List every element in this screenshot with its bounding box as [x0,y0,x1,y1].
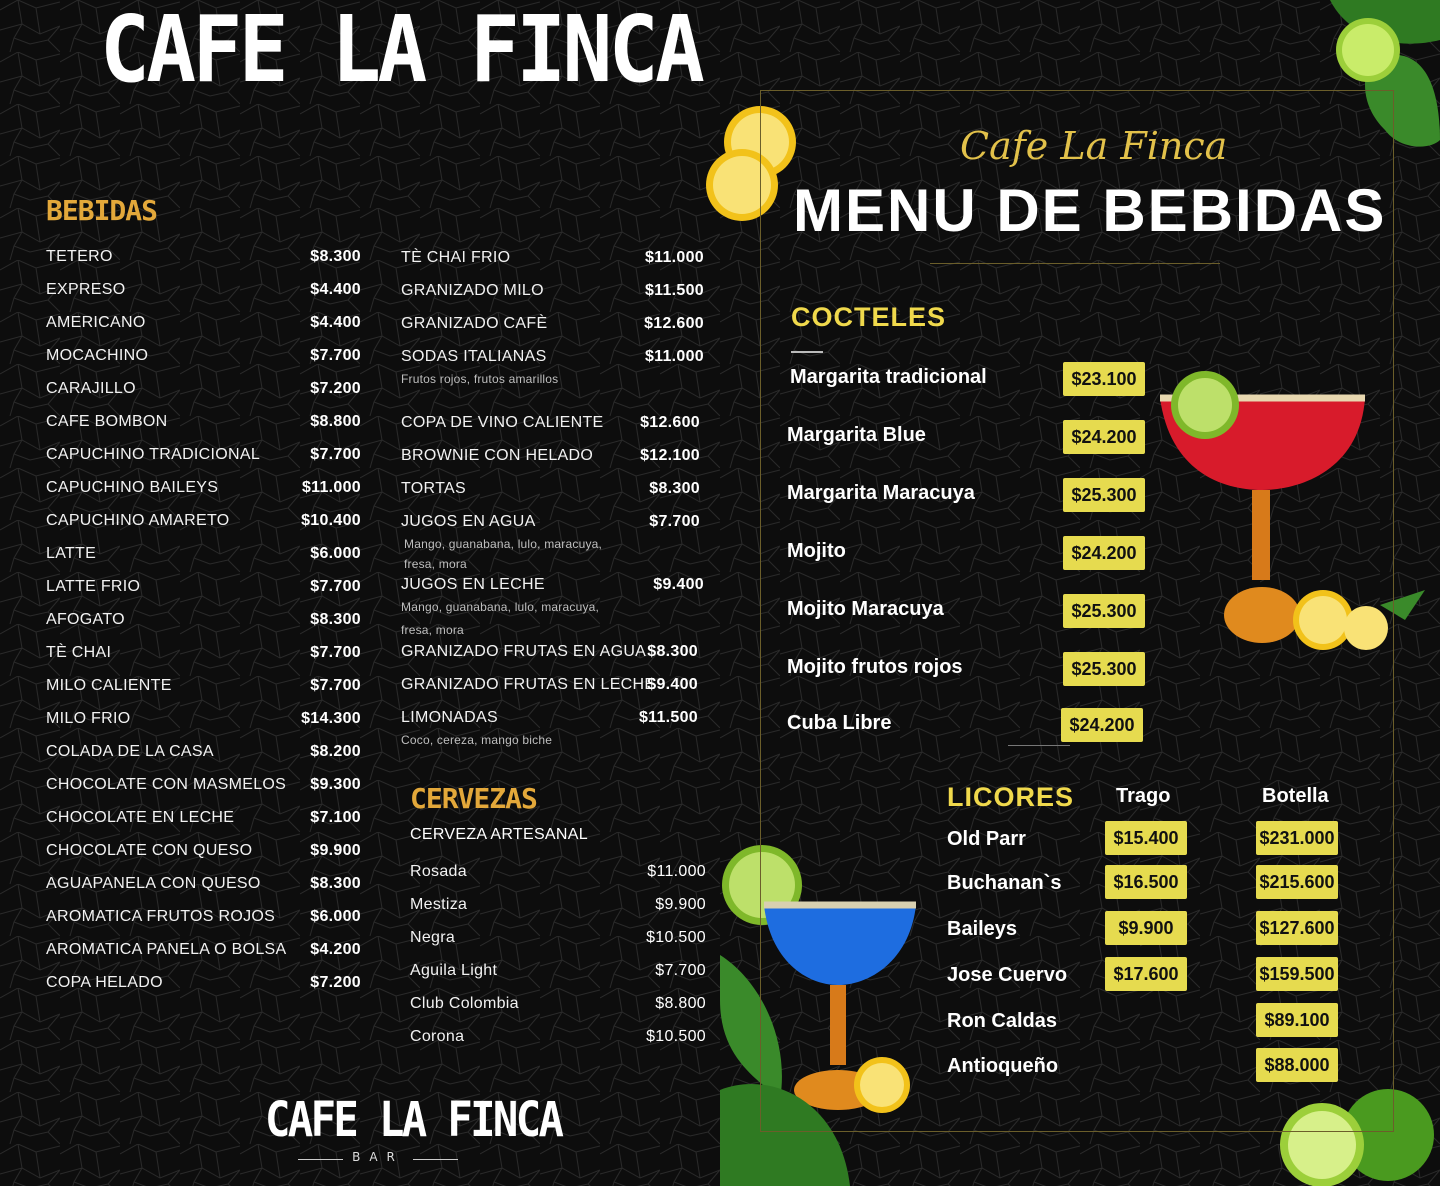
menu-item-name: COPA HELADO [46,974,163,991]
menu-item-row [401,477,700,501]
menu-item-price: $8.800 [310,413,361,430]
liquor-trago-badge: $9.900 [1105,911,1187,945]
menu-item-price: $4.200 [310,941,361,958]
menu-item-name: SODAS ITALIANAS [401,348,547,365]
menu-item-name: GRANIZADO FRUTAS EN AGUA [401,643,647,660]
cocteles-heading: COCTELES [791,302,947,332]
menu-item-price: $11.000 [644,249,704,266]
menu-item-name: AROMATICA PANELA O BOLSA [46,941,287,958]
menu-item-price: $7.700 [310,578,361,595]
cocktail-name: Mojito frutos rojos [787,656,963,678]
menu-item-price: $7.700 [310,446,361,463]
menu-item-row [46,311,361,335]
menu-item-row [46,377,361,401]
cocteles-underline [791,351,823,353]
licores-heading: LICORES [947,782,1075,812]
menu-item-price: $6.000 [310,545,361,562]
menu-item-row [46,740,361,764]
menu-item-row [401,411,700,435]
menu-item-note: Mango, guanabana, lulo, maracuya, [401,600,600,614]
menu-item-price: $11.500 [638,709,698,726]
menu-item-name: TETERO [46,248,113,265]
menu-item-row [401,444,700,468]
liquor-trago-badge: $15.400 [1105,821,1187,855]
liquor-botella-badge: $215.600 [1256,865,1338,899]
col-botella-header: Botella [1262,785,1329,807]
cervezas-subheading: CERVEZA ARTESANAL [410,826,588,843]
menu-item-name: LATTE FRIO [46,578,141,595]
menu-item-name: CAPUCHINO BAILEYS [46,479,219,496]
cocktail-name: Margarita Maracuya [787,482,975,504]
liquor-botella-badge: $89.100 [1256,1003,1338,1037]
menu-item-price: $11.000 [301,479,361,496]
menu-item-name: BROWNIE CON HELADO [401,447,594,464]
beer-price: $8.800 [655,995,706,1012]
bebidas-heading: BEBIDAS [46,194,158,227]
menu-item-row [46,542,361,566]
liquor-name: Buchanan`s [947,872,1062,894]
menu-item-price: $7.700 [310,677,361,694]
menu-item-row [401,673,698,697]
beer-price: $11.000 [647,863,706,880]
cocktail-price-badge: $25.300 [1063,478,1145,512]
cocktail-name: Cuba Libre [787,712,892,734]
menu-item-name: TÈ CHAI FRIO [401,249,511,266]
menu-item-row [46,674,361,698]
beer-row [410,959,706,983]
cervezas-heading: CERVEZAS [410,782,537,815]
menu-item-price: $12.600 [640,414,700,431]
menu-item-row [46,575,361,599]
beer-name: Corona [410,1028,465,1045]
menu-item-row [46,938,361,962]
menu-item-row [46,905,361,929]
menu-item-name: CHOCOLATE EN LECHE [46,809,235,826]
menu-item-name: LATTE [46,545,97,562]
liquor-name: Old Parr [947,828,1026,850]
beer-row [410,926,706,950]
cocktail-price-badge: $24.200 [1061,708,1143,742]
menu-item-name: GRANIZADO FRUTAS EN LECHE [401,676,656,693]
beer-name: Mestiza [410,896,468,913]
liquor-name: Antioqueño [947,1055,1059,1077]
menu-item-row [401,312,704,336]
liquor-trago-badge: $16.500 [1105,865,1187,899]
menu-item-name: JUGOS EN LECHE [401,576,545,593]
lime-slice-top-icon [1336,18,1400,82]
menu-item-name: CARAJILLO [46,380,136,397]
menu-item-note: Mango, guanabana, lulo, maracuya, [404,537,603,551]
menu-item-name: LIMONADAS [401,709,498,726]
menu-item-price: $14.300 [301,710,361,727]
cocktail-price-badge: $23.100 [1063,362,1145,396]
title-underline [930,263,1220,264]
menu-item-row [46,410,361,434]
menu-title: MENU DE BEBIDAS [793,177,1387,244]
footer-bar-label: BAR [352,1150,404,1164]
liquor-name: Baileys [947,918,1018,940]
menu-item-price: $7.100 [310,809,361,826]
script-title: Cafe La Finca [960,124,1228,168]
menu-item-name: AMERICANO [46,314,146,331]
menu-item-price: $8.300 [647,643,698,660]
menu-item-name: COPA DE VINO CALIENTE [401,414,604,431]
liquor-botella-badge: $88.000 [1256,1048,1338,1082]
menu-item-name: CAFE BOMBON [46,413,168,430]
menu-item-note: Frutos rojos, frutos amarillos [401,372,559,386]
footer-logo: CAFE LA FINCA [265,1092,562,1148]
menu-item-name: AFOGATO [46,611,125,628]
beer-row [410,1025,706,1049]
menu-item-name: MILO CALIENTE [46,677,172,694]
liquor-name: Ron Caldas [947,1010,1058,1032]
menu-item-row [401,706,698,730]
cocktail-price-badge: $25.300 [1063,594,1145,628]
menu-item-price: $8.300 [310,248,361,265]
cocktail-name: Margarita Blue [787,424,926,446]
menu-item-price: $8.200 [310,743,361,760]
menu-item-row [46,476,361,500]
menu-item-row [46,443,361,467]
beer-name: Aguila Light [410,962,498,979]
menu-item-name: TÈ CHAI [46,644,112,661]
menu-item-price: $4.400 [310,281,361,298]
menu-item-row [46,608,361,632]
menu-item-price: $12.600 [644,315,704,332]
menu-item-price: $10.400 [301,512,361,529]
menu-item-price: $11.000 [644,348,704,365]
menu-item-row [46,245,361,269]
beer-price: $10.500 [646,1028,706,1045]
beer-row [410,860,706,884]
jugos-agua-note-line2: fresa, mora [404,557,467,571]
menu-item-row [46,806,361,830]
page-title: CAFE LA FINCA [100,0,702,103]
menu-item-name: CHOCOLATE CON QUESO [46,842,253,859]
menu-item-row [401,510,700,534]
cocteles-divider [1008,745,1070,746]
menu-item-row [401,640,698,664]
cocktail-price-badge: $25.300 [1063,652,1145,686]
menu-item-name: TORTAS [401,480,466,497]
menu-item-price: $8.300 [310,875,361,892]
menu-item-row [46,773,361,797]
menu-item-price: $7.700 [649,513,700,530]
beer-price: $7.700 [655,962,706,979]
menu-item-name: EXPRESO [46,281,126,298]
menu-item-name: COLADA DE LA CASA [46,743,214,760]
menu-item-name: JUGOS EN AGUA [401,513,536,530]
menu-item-row [46,509,361,533]
menu-item-row [46,278,361,302]
menu-item-name: CAPUCHINO AMARETO [46,512,230,529]
jugos-leche-note-line2: fresa, mora [401,623,464,637]
menu-item-row [401,246,704,270]
menu-item-price: $9.900 [310,842,361,859]
liquor-trago-badge: $17.600 [1105,957,1187,991]
beer-price: $9.900 [655,896,706,913]
menu-item-price: $11.500 [644,282,704,299]
liquor-name: Jose Cuervo [947,964,1068,986]
beer-price: $10.500 [646,929,706,946]
menu-item-row [401,573,704,597]
menu-item-note: Coco, cereza, mango biche [401,733,553,747]
cocktail-price-badge: $24.200 [1063,536,1145,570]
menu-item-price: $9.400 [653,576,704,593]
menu-item-row [46,344,361,368]
footer-divider-right [413,1159,458,1160]
menu-item-price: $9.300 [310,776,361,793]
beer-row [410,992,706,1016]
menu-item-name: CAPUCHINO TRADICIONAL [46,446,261,463]
menu-item-row [46,839,361,863]
menu-item-price: $12.100 [640,447,700,464]
liquor-botella-badge: $127.600 [1256,911,1338,945]
cocktail-price-badge: $24.200 [1063,420,1145,454]
menu-item-name: GRANIZADO CAFÈ [401,315,548,332]
menu-item-row [46,707,361,731]
beer-name: Club Colombia [410,995,519,1012]
menu-item-name: AROMATICA FRUTOS ROJOS [46,908,276,925]
menu-item-price: $4.400 [310,314,361,331]
menu-item-name: MOCACHINO [46,347,149,364]
menu-item-price: $8.300 [310,611,361,628]
beer-name: Negra [410,929,456,946]
cocktail-name: Margarita tradicional [790,366,987,388]
liquor-botella-badge: $231.000 [1256,821,1338,855]
menu-item-row [401,345,704,369]
menu-item-price: $9.400 [647,676,698,693]
menu-item-price: $8.300 [649,480,700,497]
menu-item-row [46,641,361,665]
menu-item-row [46,872,361,896]
beer-row [410,893,706,917]
cocktail-name: Mojito [787,540,846,562]
menu-item-name: MILO FRIO [46,710,131,727]
menu-item-price: $7.700 [310,347,361,364]
menu-item-price: $7.200 [310,380,361,397]
menu-item-price: $7.700 [310,644,361,661]
menu-item-name: AGUAPANELA CON QUESO [46,875,261,892]
col-trago-header: Trago [1116,785,1171,807]
liquor-botella-badge: $159.500 [1256,957,1338,991]
menu-item-name: CHOCOLATE CON MASMELOS [46,776,287,793]
cocktail-name: Mojito Maracuya [787,598,944,620]
menu-item-price: $6.000 [310,908,361,925]
beer-name: Rosada [410,863,467,880]
menu-item-name: GRANIZADO MILO [401,282,544,299]
menu-item-row [401,279,704,303]
menu-item-row [46,971,361,995]
menu-item-price: $7.200 [310,974,361,991]
